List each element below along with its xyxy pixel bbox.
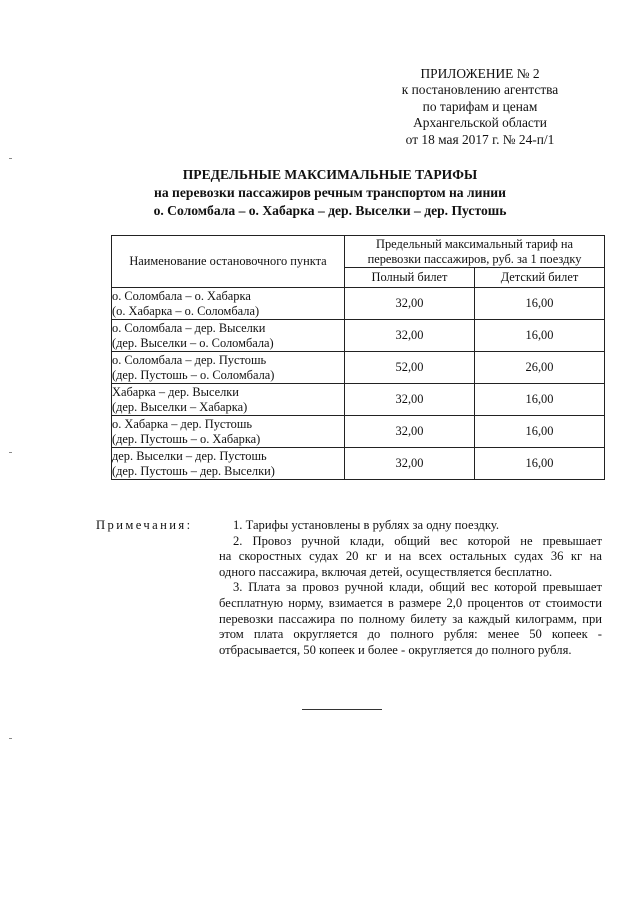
scan-mark: [9, 452, 12, 453]
note-2: [219, 534, 602, 581]
note-3-line: этом плата округляется до полного рубля: менее 50 копеек -: [219, 627, 602, 642]
appendix-ref-line: к постановлению агентства: [401, 82, 559, 98]
full-price-cell: 32,00: [345, 448, 475, 480]
child-price-cell: 16,00: [475, 448, 605, 480]
route-cell: о. Хабарка – дер. Пустошь (дер. Пустошь – о. Хабарка): [112, 416, 345, 448]
note-3-line: бесплатную норму, взимается в размере 2,0 процентов от стоимости: [219, 595, 602, 610]
title-line-1: ПРЕДЕЛЬНЫЕ МАКСИМАЛЬНЫЕ ТАРИФЫ: [182, 167, 478, 182]
header-stop-name: Наименование остановочного пункта: [112, 236, 345, 288]
appendix-region-line: Архангельской области: [413, 115, 547, 131]
full-price-cell: 32,00: [345, 416, 475, 448]
full-price-cell: 32,00: [345, 384, 475, 416]
appendix-agency-line: по тарифам и ценам: [422, 98, 538, 114]
note-3-line: 3. Плата за провоз ручной клади, общий вес которой превышает: [233, 580, 602, 595]
title-line-2: на перевозки пассажиров речным транспортом на линии: [154, 185, 506, 200]
route-cell: Хабарка – дер. Выселки (дер. Выселки – Хабарка): [112, 384, 345, 416]
route-cell: дер. Выселки – дер. Пустошь (дер. Пустошь – дер. Выселки): [112, 448, 345, 480]
appendix-header: [355, 66, 605, 148]
note-1: 1. Тарифы установлены в рублях за одну поездку.: [233, 518, 499, 532]
table-row: [112, 288, 605, 320]
table-row: [112, 384, 605, 416]
child-price-cell: 16,00: [475, 288, 605, 320]
note-3-line: перевозки пассажира по полному билету за каждый килограмм, при: [219, 611, 602, 626]
route-cell: о. Соломбала – дер. Пустошь (дер. Пустошь – о. Соломбала): [112, 352, 345, 384]
note-2-line: 2. Провоз ручной клади, общий вес которой не превышает: [233, 533, 602, 548]
tariff-table: [111, 235, 605, 480]
table-row: [112, 352, 605, 384]
route-cell: о. Соломбала – дер. Выселки (дер. Выселки – о. Соломбала): [112, 320, 345, 352]
note-2-line: на скоростных судах 20 кг и на всех остальных судах 36 кг на: [219, 549, 602, 564]
full-price-cell: 52,00: [345, 352, 475, 384]
table-row: [112, 416, 605, 448]
table-row: [112, 320, 605, 352]
child-price-cell: 16,00: [475, 384, 605, 416]
scan-mark: [9, 738, 12, 739]
route-cell: о. Соломбала – о. Хабарка (о. Хабарка – о. Соломбала): [112, 288, 345, 320]
full-price-cell: 32,00: [345, 320, 475, 352]
notes-label: Примечания:: [96, 518, 193, 532]
child-price-cell: 16,00: [475, 320, 605, 352]
scan-mark: [9, 158, 12, 159]
appendix-date-line: от 18 мая 2017 г. № 24-п/1: [405, 131, 555, 147]
header-full-ticket: Полный билет: [345, 268, 475, 288]
note-2-line: одного пассажира, включая детей, осуществляется бесплатно.: [219, 564, 553, 579]
notes-block: [219, 518, 602, 658]
full-price-cell: 32,00: [345, 288, 475, 320]
child-price-cell: 16,00: [475, 416, 605, 448]
note-3-line: отбрасывается, 50 копеек и более - округляется до полного рубля.: [219, 642, 572, 657]
table-row: [112, 448, 605, 480]
note-3: [219, 580, 602, 658]
header-max-tariff: Предельный максимальный тариф на перевозки пассажиров, руб. за 1 поездку: [345, 236, 605, 268]
header-child-ticket: Детский билет: [475, 268, 605, 288]
child-price-cell: 26,00: [475, 352, 605, 384]
title-line-3: о. Соломбала – о. Хабарка – дер. Выселки – дер. Пустошь: [153, 203, 507, 218]
appendix-number: ПРИЛОЖЕНИЕ № 2: [420, 66, 540, 81]
end-divider: [302, 709, 382, 710]
document-title: [100, 166, 560, 220]
